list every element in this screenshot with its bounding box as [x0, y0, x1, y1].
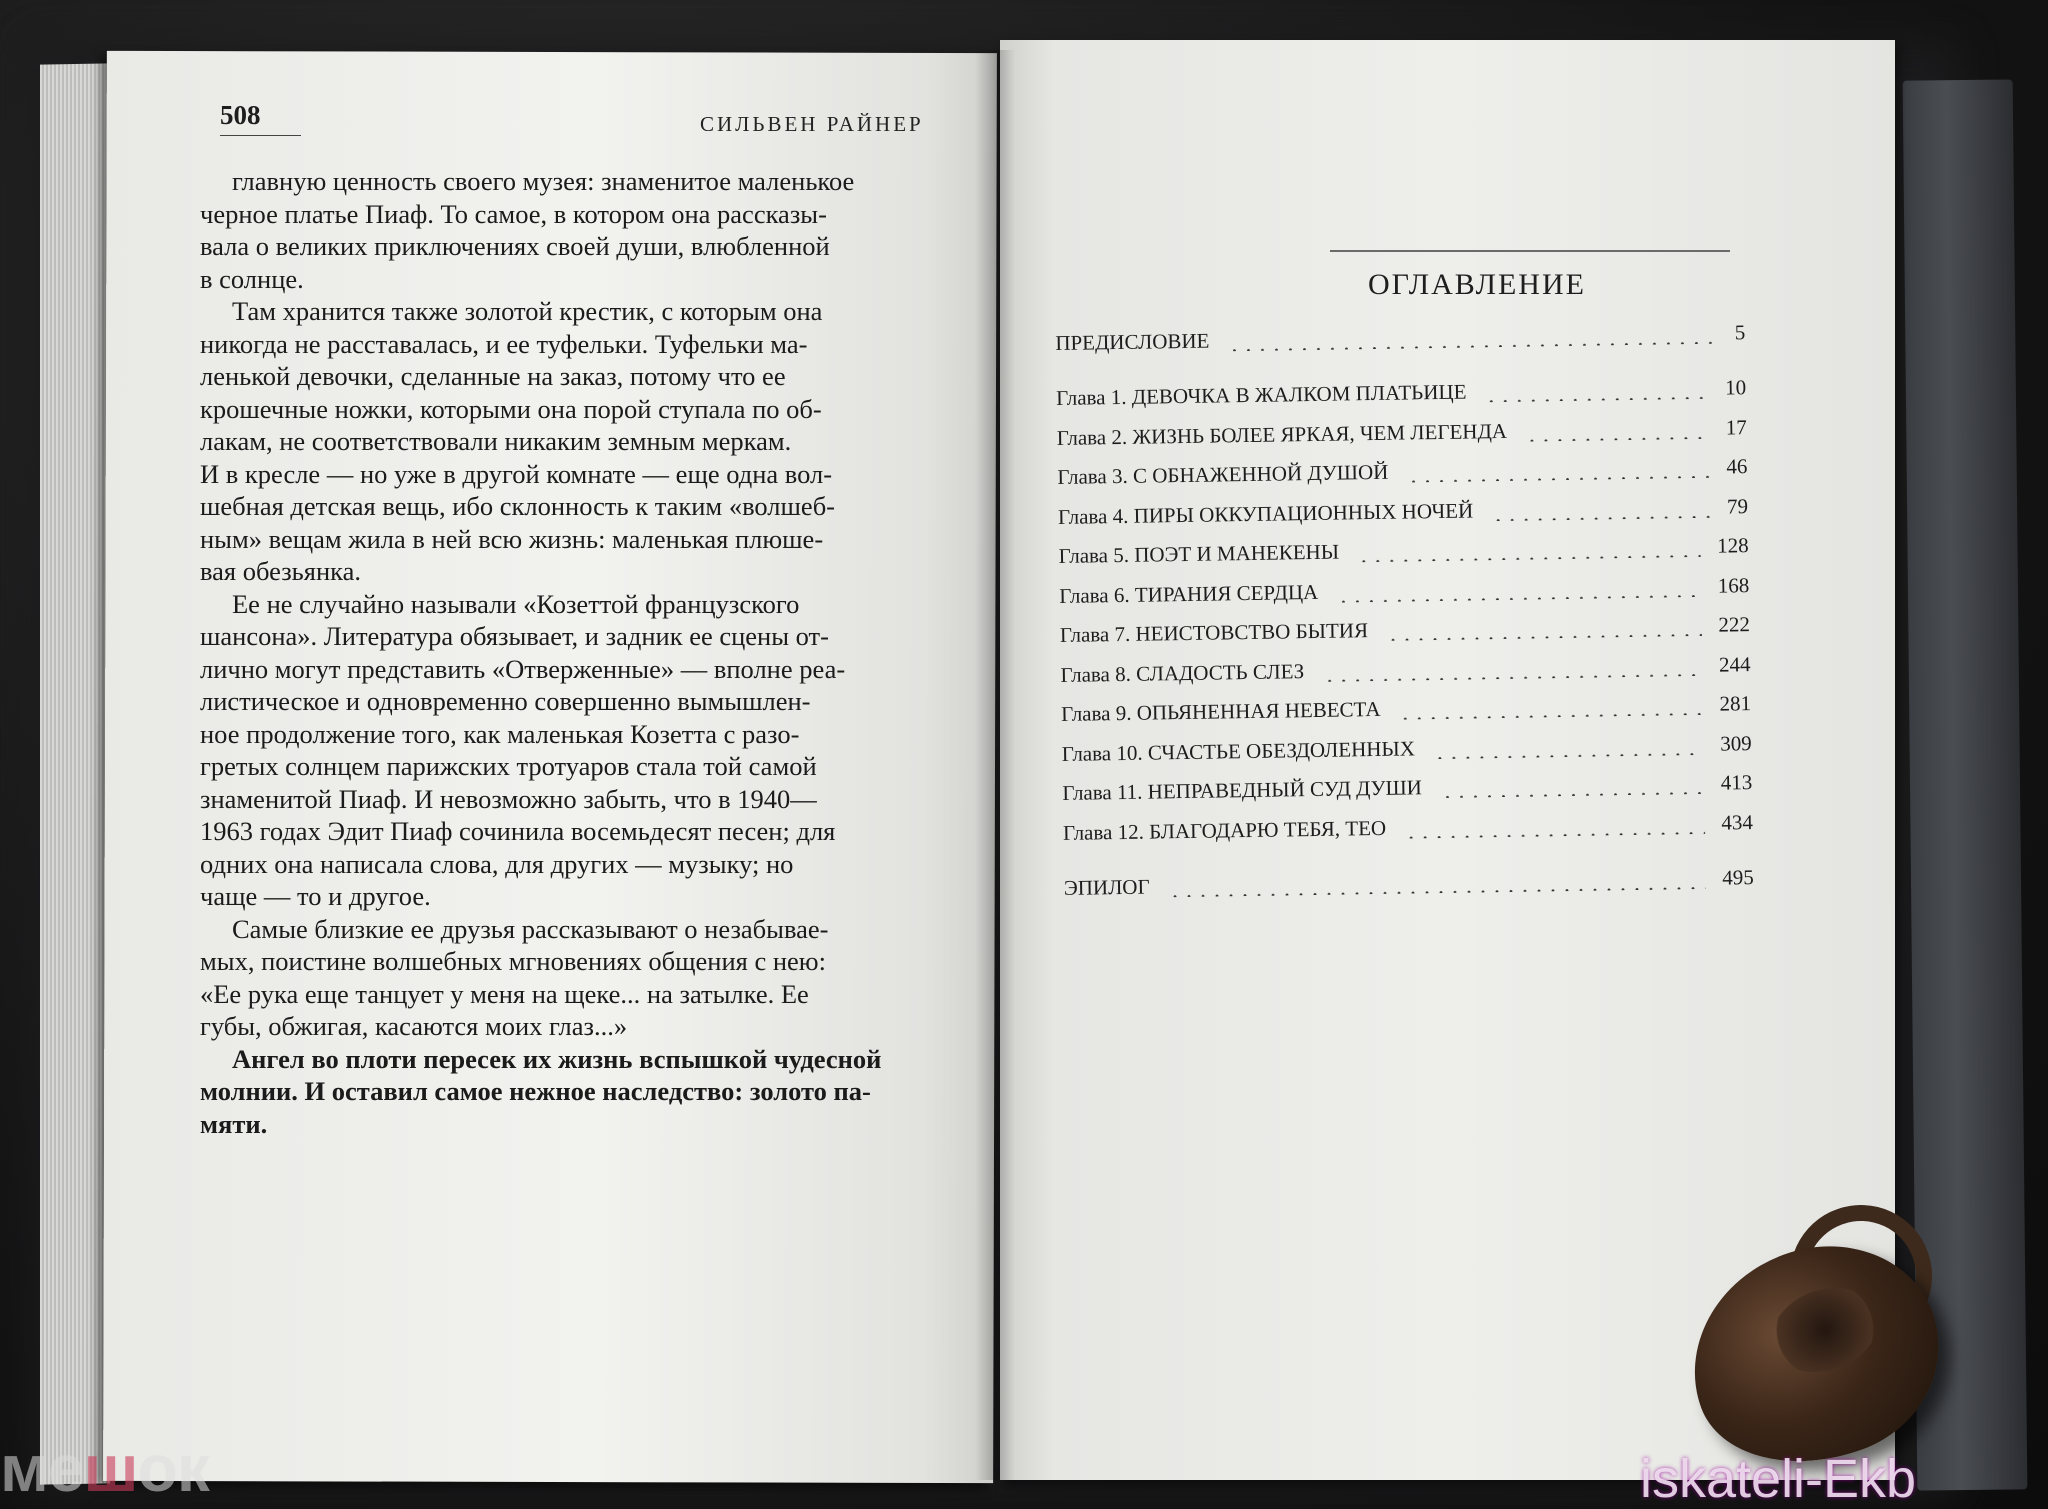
text-line: вала о великих приключениях своей души, влюбленной — [200, 231, 830, 261]
text-line: шансона». Литература обязывает, и задник ее сцены от- — [200, 621, 829, 651]
text-line: лично могут представить «Отверженные» — вполне реа- — [200, 653, 846, 684]
text-line: Там хранится также золотой крестик, с которым она — [232, 296, 823, 326]
toc-entry-label: Глава 8. СЛАДОСТЬ СЛЕЗ — [1060, 658, 1305, 687]
toc-rule — [1330, 250, 1730, 252]
text-line: «Ее рука еще танцует у меня на щеке... на затылке. Ее — [200, 978, 809, 1009]
paragraph — [200, 165, 900, 295]
text-line: лакам, не соответствовали никаким земным меркам. — [200, 426, 792, 456]
book-gutter — [975, 50, 1015, 1480]
text-line: гретых солнцем парижских тротуаров стала той самой — [200, 751, 817, 781]
toc-entry-page: 168 — [1717, 572, 1750, 598]
toc-leader-dots — [1404, 831, 1705, 838]
toc-entry-label: Глава 9. ОПЬЯНЕННАЯ НЕВЕСТА — [1060, 696, 1381, 726]
text-line: листическое и одновременно совершенно вымышлен- — [200, 686, 811, 716]
watermark-left-highlight: ш — [83, 1431, 138, 1505]
toc-entry-page: 17 — [1725, 414, 1747, 439]
toc-entry-page: 222 — [1718, 612, 1751, 637]
toc-leader-dots — [1386, 634, 1702, 641]
text-line: Самые близкие ее друзья рассказывают о незабывае- — [232, 913, 829, 944]
toc-entry-label: Глава 7. НЕИСТОВСТВО БЫТИЯ — [1059, 618, 1369, 647]
toc-leader-dots — [1336, 594, 1701, 602]
toc-leader-dots — [1407, 476, 1711, 483]
toc-entry-page: 434 — [1721, 809, 1754, 835]
toc-entry-page: 46 — [1726, 454, 1748, 479]
text-line: знаменитой Пиаф. И невозможно забыть, что в 1940— — [200, 783, 817, 814]
text-line: ным» вещам жила в ней всю жизнь: маленькая плюше- — [200, 523, 824, 554]
paragraph — [200, 588, 900, 913]
text-line: шебная детская вещь, ибо склонность к таким «волшеб- — [200, 491, 836, 521]
page-block-edge — [40, 63, 110, 1484]
text-line: мяти. — [200, 1108, 268, 1139]
toc-entry-page: 128 — [1716, 533, 1749, 558]
toc-leader-dots — [1525, 436, 1710, 441]
text-line: ное продолжение того, как маленькая Козетта с разо- — [200, 718, 800, 749]
running-head-author: СИЛЬВЕН РАЙНЕР — [700, 112, 924, 136]
text-line: чаще — то и другое. — [200, 881, 431, 911]
watermark-left-prefix: ме — [0, 1431, 84, 1505]
toc-leader-dots — [1357, 555, 1701, 562]
toc-entry-page: 495 — [1722, 865, 1754, 890]
text-line: молнии. И оставил самое нежное наследство: золото па- — [200, 1076, 871, 1106]
toc-leader-dots — [1484, 397, 1709, 403]
text-line: крошечные ножки, которыми она порой ступала по об- — [200, 393, 822, 424]
toc-leader-dots — [1440, 792, 1704, 798]
toc-leader-dots — [1323, 673, 1703, 681]
toc-entry-page: 413 — [1720, 770, 1753, 795]
paragraph — [200, 1043, 900, 1141]
text-line: мых, поистине волшебных мгновениях общения с нею: — [200, 946, 826, 976]
text-line: 1963 годах Эдит Пиаф сочинила восемьдесят песен; для — [200, 816, 836, 846]
text-line: Ангел во плоти пересек их жизнь вспышкой чудесной — [232, 1043, 882, 1074]
left-page-body-text — [200, 165, 900, 1140]
toc-leader-dots — [1227, 341, 1718, 351]
toc-entry-label: ПРЕДИСЛОВИЕ — [1055, 328, 1210, 355]
text-line: черное платье Пиаф. То самое, в котором она рассказы- — [200, 198, 827, 229]
toc-entry-label: Глава 4. ПИРЫ ОККУПАЦИОННЫХ НОЧЕЙ — [1057, 497, 1474, 529]
toc-entry-page: 281 — [1719, 691, 1752, 716]
toc-entry-label: Глава 11. НЕПРАВЕДНЫЙ СУД ДУШИ — [1062, 775, 1423, 805]
text-line: главную ценность своего музея: знаменитое маленькое — [232, 166, 855, 196]
show-through-text — [170, 1010, 930, 1045]
toc-entry-page: 5 — [1734, 319, 1746, 344]
text-line: губы, обжигая, касаются моих глаз...» — [200, 1011, 628, 1041]
toc-entry-label: Глава 1. ДЕВОЧКА В ЖАЛКОМ ПЛАТЬИЦЕ — [1056, 379, 1467, 410]
text-line: И в кресле — но уже в другой комнате — еще одна вол- — [200, 458, 833, 489]
toc-leader-dots — [1398, 713, 1703, 720]
text-line: Ее не случайно называли «Козеттой французского — [232, 588, 800, 619]
toc-entry-page: 10 — [1724, 375, 1747, 400]
toc-leader-dots — [1433, 752, 1704, 758]
toc-entry-page: 244 — [1718, 651, 1751, 677]
page-number: 508 — [220, 100, 301, 136]
toc-entry-label: Глава 5. ПОЭТ И МАНЕКЕНЫ — [1058, 539, 1340, 568]
watermark-left-suffix: ок — [137, 1431, 209, 1505]
watermark-left — [0, 1430, 209, 1506]
table-of-contents — [1055, 311, 1754, 907]
text-line: никогда не расставалась, и ее туфельки. Туфельки ма- — [200, 328, 808, 359]
text-line: вая обезьянка. — [200, 556, 361, 586]
toc-entry-page: 309 — [1720, 730, 1752, 756]
toc-entry-label: Глава 12. БЛАГОДАРЮ ТЕБЯ, ТЕО — [1062, 815, 1387, 845]
toc-title: ОГЛАВЛЕНИЕ — [1368, 268, 1586, 301]
text-line: ленькой девочки, сделанные на заказ, потому что ее — [200, 361, 786, 391]
toc-entry-label: Глава 2. ЖИЗНЬ БОЛЕЕ ЯРКАЯ, ЧЕМ ЛЕГЕНДА — [1056, 418, 1508, 450]
paragraph — [200, 295, 900, 588]
watermark-right: iskateli-Ekb — [1640, 1449, 1917, 1509]
toc-entry-page: 79 — [1726, 493, 1749, 518]
text-line: в солнце. — [200, 263, 304, 294]
text-line: одних она написала слова, для других — музыку; но — [200, 848, 794, 879]
toc-leader-dots — [1168, 887, 1706, 897]
toc-entry-label: ЭПИЛОГ — [1063, 874, 1150, 900]
toc-entry-label: Глава 6. ТИРАНИЯ СЕРДЦА — [1059, 579, 1319, 608]
toc-leader-dots — [1491, 515, 1711, 520]
toc-entry-label: Глава 3. С ОБНАЖЕННОЙ ДУШОЙ — [1057, 459, 1389, 489]
toc-entry-label: Глава 10. СЧАСТЬЕ ОБЕЗДОЛЕННЫХ — [1061, 735, 1416, 766]
